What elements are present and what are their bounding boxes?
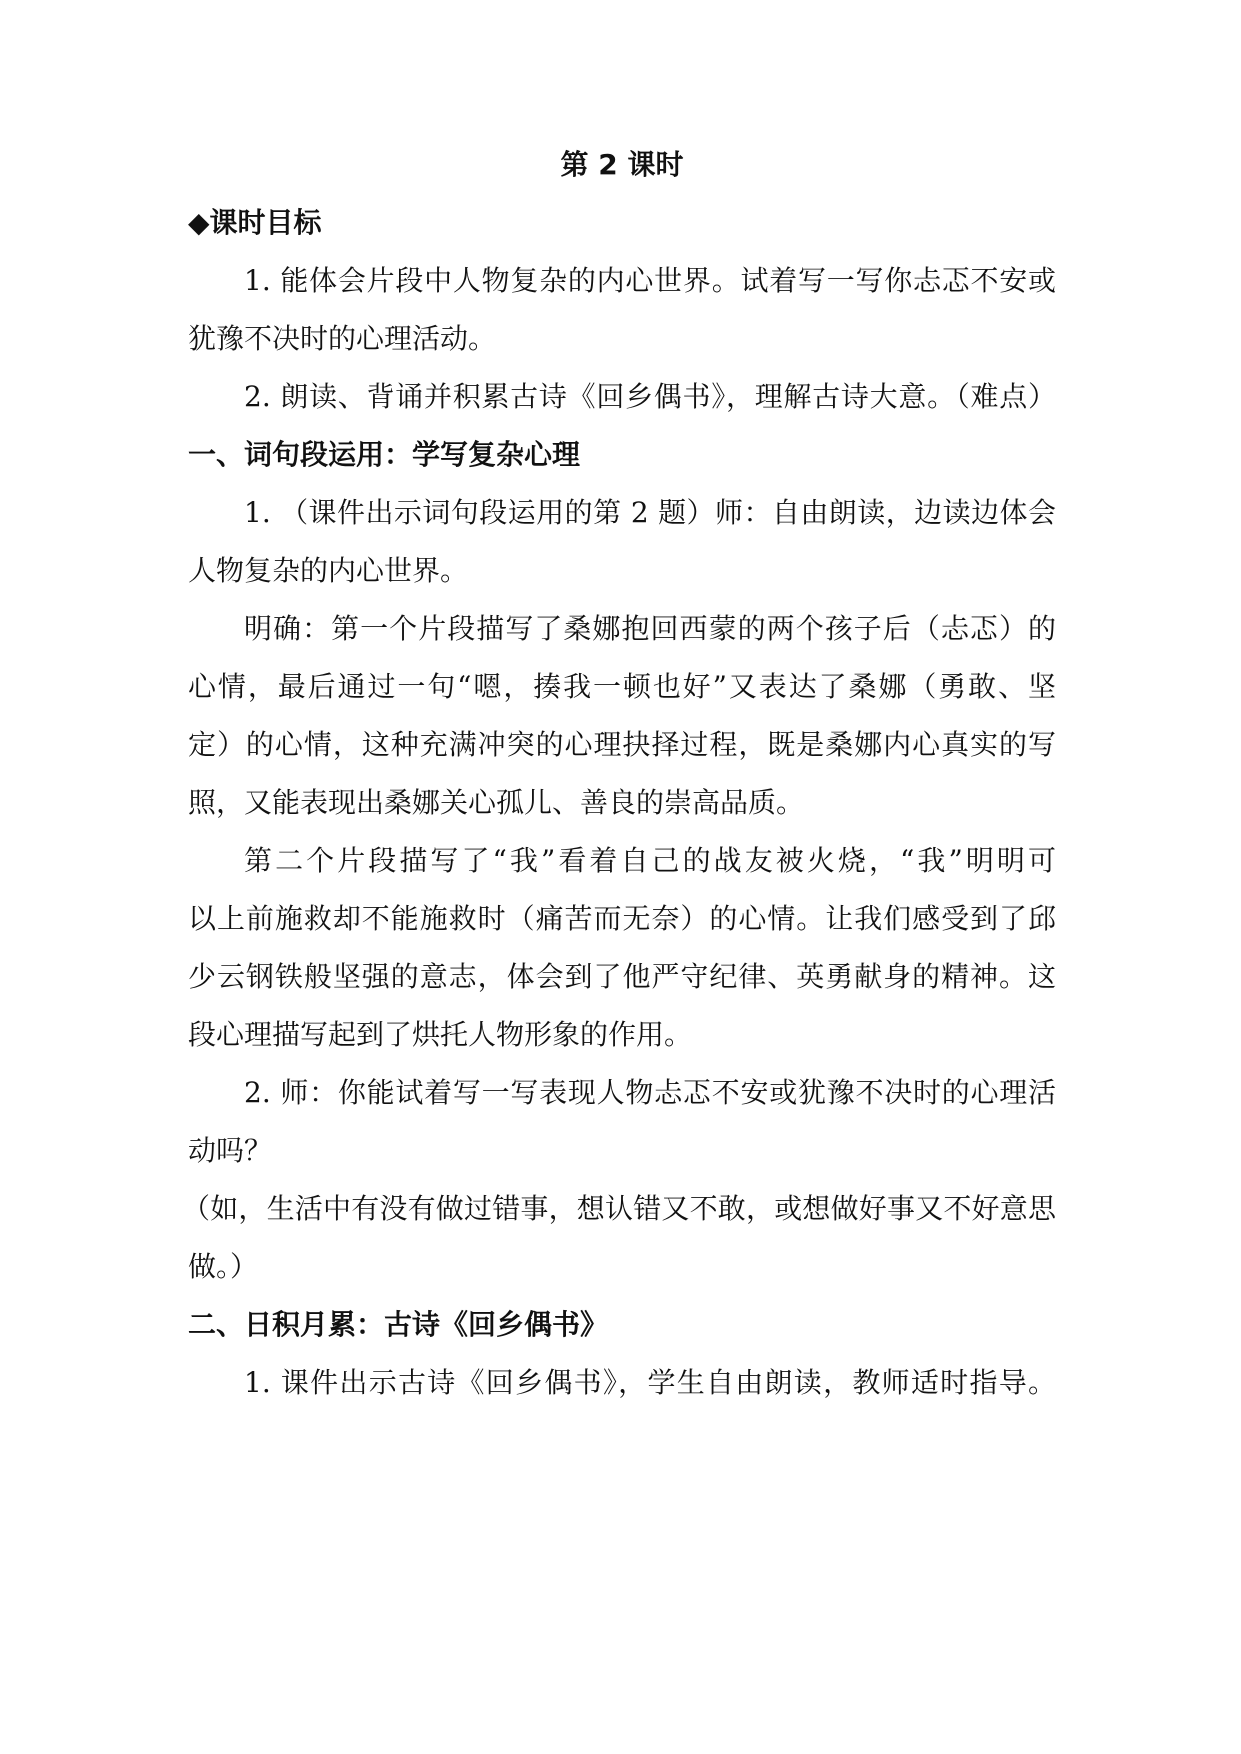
section-1-heading: 一、词句段运用：学写复杂心理 — [188, 438, 581, 471]
section-1-p3-line-3: 少云钢铁般坚强的意志，体会到了他严守纪律、英勇献身的精神。这 — [188, 960, 1056, 993]
section-1-p3-line-2: 以上前施救却不能施救时（痛苦而无奈）的心情。让我们感受到了邱 — [188, 902, 1056, 935]
objective-1-line-2: 犹豫不决时的心理活动。 — [188, 322, 497, 355]
page-title: 第 2 课时 — [560, 148, 684, 181]
section-2-heading: 二、日积月累：古诗《回乡偶书》 — [188, 1308, 609, 1341]
section-1-p2-line-3: 定）的心情，这种充满冲突的心理抉择过程，既是桑娜内心真实的写 — [188, 728, 1056, 761]
objective-2-line-1: 2. 朗读、背诵并积累古诗《回乡偶书》，理解古诗大意。（难点） — [244, 380, 1056, 413]
section-2-p1-line-1: 1. 课件出示古诗《回乡偶书》，学生自由朗读，教师适时指导。 — [244, 1366, 1056, 1399]
section-1-p5-line-1: （如，生活中有没有做过错事，想认错又不敢，或想做好事又不好意思 — [182, 1192, 1056, 1225]
section-1-p1-line-2: 人物复杂的内心世界。 — [188, 554, 469, 587]
section-1-p2-line-4: 照，又能表现出桑娜关心孤儿、善良的崇高品质。 — [188, 786, 805, 819]
section-1-p2-line-2: 心情，最后通过一句“嗯，揍我一顿也好”又表达了桑娜（勇敢、坚 — [188, 670, 1056, 703]
section-1-p4-line-1: 2. 师：你能试着写一写表现人物忐忑不安或犹豫不决时的心理活 — [244, 1076, 1056, 1109]
section-1-p3-line-1: 第二个片段描写了“我”看着自己的战友被火烧，“我”明明可 — [244, 844, 1056, 877]
section-1-p3-line-4: 段心理描写起到了烘托人物形象的作用。 — [188, 1018, 693, 1051]
section-1-p1-line-1: 1. （课件出示词句段运用的第 2 题）师：自由朗读，边读边体会 — [244, 496, 1056, 529]
objective-1-line-1: 1. 能体会片段中人物复杂的内心世界。试着写一写你忐忑不安或 — [244, 264, 1056, 297]
objectives-heading: ◆课时目标 — [188, 206, 322, 239]
section-1-p4-line-2: 动吗？ — [188, 1134, 273, 1167]
section-1-p2-line-1: 明确：第一个片段描写了桑娜抱回西蒙的两个孩子后（忐忑）的 — [244, 612, 1056, 645]
section-1-p5-line-2: 做。） — [188, 1250, 259, 1283]
